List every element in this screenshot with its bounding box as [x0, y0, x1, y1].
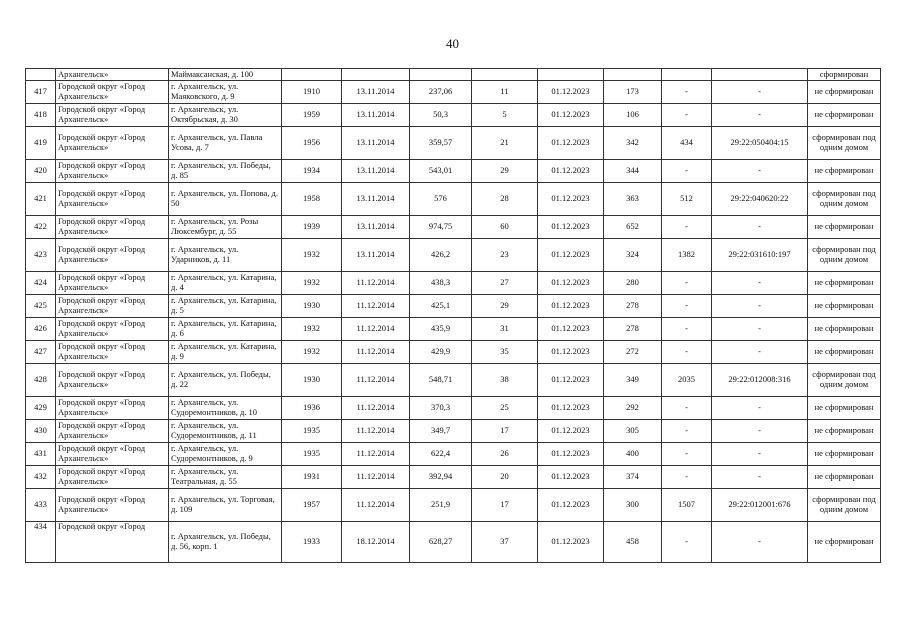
- cell-residents: 31: [472, 318, 538, 341]
- table-row: [26, 127, 881, 160]
- cell-count: 458: [604, 522, 662, 563]
- table-row: [26, 489, 881, 522]
- cell-land-area: -: [662, 160, 712, 183]
- cell-address: г. Архангельск, ул. Катарина, д. 6: [169, 318, 282, 341]
- cell-status: сформирован под одним домом: [808, 183, 881, 216]
- cell-land-area: 1382: [662, 239, 712, 272]
- cell-count: 374: [604, 466, 662, 489]
- cell-land-area: 1507: [662, 489, 712, 522]
- cell-year: 1939: [282, 216, 342, 239]
- cell-number: 417: [26, 81, 56, 104]
- cell-land-area: -: [662, 318, 712, 341]
- cell-municipality: Городской округ «Город Архангельск»: [56, 216, 169, 239]
- cell-count: 305: [604, 420, 662, 443]
- cell-year: 1931: [282, 466, 342, 489]
- cell-year: 1932: [282, 341, 342, 364]
- cell-municipality: Городской округ «Город Архангельск»: [56, 272, 169, 295]
- cell-status: не сформирован: [808, 443, 881, 466]
- cell-area: 359,57: [410, 127, 472, 160]
- cell-date: 11.12.2014: [342, 420, 410, 443]
- cell-municipality: Городской округ «Город Архангельск»: [56, 104, 169, 127]
- table-row: [26, 216, 881, 239]
- cell-plan-date: 01.12.2023: [538, 160, 604, 183]
- cell-number: 421: [26, 183, 56, 216]
- cell-area: 426,2: [410, 239, 472, 272]
- cell-address: г. Архангельск, ул. Судоремонтников, д. 10: [169, 397, 282, 420]
- cell-plan-date: 01.12.2023: [538, 466, 604, 489]
- cell-land-area: -: [662, 341, 712, 364]
- cell-municipality: Городской округ «Город Архангельск»: [56, 443, 169, 466]
- cell-cadastral: -: [712, 81, 808, 104]
- cell-municipality: Городской округ «Город Архангельск»: [56, 81, 169, 104]
- cell-cadastral: 29:22:050404:15: [712, 127, 808, 160]
- cell-plan-date: 01.12.2023: [538, 420, 604, 443]
- cell-date: 11.12.2014: [342, 341, 410, 364]
- cell-area: 974,75: [410, 216, 472, 239]
- cell-year: 1933: [282, 522, 342, 563]
- cell-status: не сформирован: [808, 341, 881, 364]
- cell-date: 11.12.2014: [342, 318, 410, 341]
- cell-date: 13.11.2014: [342, 104, 410, 127]
- cell-number: 420: [26, 160, 56, 183]
- cell-area: 628,27: [410, 522, 472, 563]
- cell-status: не сформирован: [808, 397, 881, 420]
- cell-date: 13.11.2014: [342, 81, 410, 104]
- cell-status: не сформирован: [808, 420, 881, 443]
- cell-residents: 60: [472, 216, 538, 239]
- table-row: [26, 466, 881, 489]
- cell-status: сформирован под одним домом: [808, 489, 881, 522]
- cell-count: 344: [604, 160, 662, 183]
- cell-area: 251,9: [410, 489, 472, 522]
- cell-municipality: Архангельск»: [56, 69, 169, 81]
- table-row: [26, 364, 881, 397]
- cell-plan-date: 01.12.2023: [538, 522, 604, 563]
- table-row: [26, 522, 881, 563]
- cell-area: 237,06: [410, 81, 472, 104]
- cell-count: [604, 69, 662, 81]
- cell-area: 622,4: [410, 443, 472, 466]
- cell-cadastral: -: [712, 295, 808, 318]
- cell-residents: 11: [472, 81, 538, 104]
- cell-cadastral: -: [712, 160, 808, 183]
- cell-plan-date: 01.12.2023: [538, 183, 604, 216]
- cell-plan-date: 01.12.2023: [538, 397, 604, 420]
- cell-cadastral: [712, 69, 808, 81]
- cell-date: 11.12.2014: [342, 364, 410, 397]
- cell-residents: 35: [472, 341, 538, 364]
- cell-land-area: -: [662, 522, 712, 563]
- cell-plan-date: 01.12.2023: [538, 295, 604, 318]
- cell-count: 363: [604, 183, 662, 216]
- cell-land-area: 434: [662, 127, 712, 160]
- cell-status: не сформирован: [808, 81, 881, 104]
- cell-land-area: [662, 69, 712, 81]
- cell-year: [282, 69, 342, 81]
- cell-plan-date: 01.12.2023: [538, 216, 604, 239]
- table-row: [26, 318, 881, 341]
- cell-year: 1957: [282, 489, 342, 522]
- cell-status: не сформирован: [808, 466, 881, 489]
- cell-area: 425,1: [410, 295, 472, 318]
- cell-number: 419: [26, 127, 56, 160]
- cell-count: 400: [604, 443, 662, 466]
- cell-date: 11.12.2014: [342, 272, 410, 295]
- cell-cadastral: 29:22:040620:22: [712, 183, 808, 216]
- cell-address: г. Архангельск, ул. Катарина, д. 4: [169, 272, 282, 295]
- cell-count: 280: [604, 272, 662, 295]
- cell-number: 426: [26, 318, 56, 341]
- cell-date: 11.12.2014: [342, 489, 410, 522]
- table-row: [26, 420, 881, 443]
- cell-residents: 21: [472, 127, 538, 160]
- cell-number: 434: [26, 522, 56, 563]
- cell-residents: 23: [472, 239, 538, 272]
- cell-residents: 29: [472, 295, 538, 318]
- cell-land-area: -: [662, 272, 712, 295]
- cell-year: 1932: [282, 239, 342, 272]
- cell-count: 652: [604, 216, 662, 239]
- cell-number: 428: [26, 364, 56, 397]
- cell-number: 424: [26, 272, 56, 295]
- cell-municipality: Городской округ «Город Архангельск»: [56, 364, 169, 397]
- cell-count: 349: [604, 364, 662, 397]
- cell-date: 11.12.2014: [342, 466, 410, 489]
- cell-cadastral: -: [712, 341, 808, 364]
- table-row-continued: [26, 69, 881, 81]
- housing-registry-table: [25, 68, 881, 563]
- cell-address: г. Архангельск, ул. Октябрьская, д. 30: [169, 104, 282, 127]
- cell-cadastral: -: [712, 420, 808, 443]
- cell-count: 324: [604, 239, 662, 272]
- cell-address: г. Архангельск, ул. Победы, д. 85: [169, 160, 282, 183]
- cell-count: 106: [604, 104, 662, 127]
- cell-address: г. Архангельск, ул. Розы Люксембург, д. 55: [169, 216, 282, 239]
- cell-status: не сформирован: [808, 522, 881, 563]
- cell-number: 431: [26, 443, 56, 466]
- cell-number: 430: [26, 420, 56, 443]
- table-row: [26, 295, 881, 318]
- cell-number: 429: [26, 397, 56, 420]
- cell-municipality: Городской округ «Город Архангельск»: [56, 183, 169, 216]
- cell-land-area: -: [662, 104, 712, 127]
- cell-date: 18.12.2014: [342, 522, 410, 563]
- cell-count: 278: [604, 318, 662, 341]
- cell-number: [26, 69, 56, 81]
- cell-status: сформирован под одним домом: [808, 127, 881, 160]
- cell-status: сформирован под одним домом: [808, 364, 881, 397]
- cell-year: 1910: [282, 81, 342, 104]
- cell-address: г. Архангельск, ул. Судоремонтников, д. 9: [169, 443, 282, 466]
- cell-status: не сформирован: [808, 160, 881, 183]
- cell-status: не сформирован: [808, 295, 881, 318]
- cell-municipality: Городской округ «Город Архангельск»: [56, 318, 169, 341]
- cell-date: 13.11.2014: [342, 160, 410, 183]
- cell-cadastral: 29:22:031610:197: [712, 239, 808, 272]
- cell-year: 1958: [282, 183, 342, 216]
- cell-address: г. Архангельск, ул. Катарина, д. 9: [169, 341, 282, 364]
- cell-municipality: Городской округ «Город Архангельск»: [56, 127, 169, 160]
- cell-residents: [472, 69, 538, 81]
- cell-residents: 37: [472, 522, 538, 563]
- cell-residents: 28: [472, 183, 538, 216]
- cell-address: г. Архангельск, ул. Ударников, д. 11: [169, 239, 282, 272]
- cell-status: не сформирован: [808, 272, 881, 295]
- cell-cadastral: -: [712, 443, 808, 466]
- cell-municipality: Городской округ «Город Архангельск»: [56, 466, 169, 489]
- cell-year: 1932: [282, 318, 342, 341]
- cell-address: г. Архангельск, ул. Павла Усова, д. 7: [169, 127, 282, 160]
- cell-plan-date: 01.12.2023: [538, 104, 604, 127]
- cell-area: 435,9: [410, 318, 472, 341]
- cell-status: сформирован под одним домом: [808, 239, 881, 272]
- cell-land-area: -: [662, 420, 712, 443]
- cell-count: 278: [604, 295, 662, 318]
- cell-year: 1935: [282, 443, 342, 466]
- cell-plan-date: 01.12.2023: [538, 272, 604, 295]
- cell-status: не сформирован: [808, 104, 881, 127]
- cell-count: 173: [604, 81, 662, 104]
- cell-date: 13.11.2014: [342, 183, 410, 216]
- cell-residents: 5: [472, 104, 538, 127]
- table-row: [26, 341, 881, 364]
- cell-count: 292: [604, 397, 662, 420]
- cell-year: 1959: [282, 104, 342, 127]
- cell-residents: 29: [472, 160, 538, 183]
- cell-number: 425: [26, 295, 56, 318]
- cell-municipality: Городской округ «Город Архангельск»: [56, 420, 169, 443]
- cell-municipality: Городской округ «Город Архангельск»: [56, 239, 169, 272]
- cell-cadastral: -: [712, 397, 808, 420]
- page-number: 40: [446, 36, 459, 51]
- cell-residents: 17: [472, 420, 538, 443]
- cell-address: г. Архангельск, ул. Театральная, д. 55: [169, 466, 282, 489]
- cell-area: 438,3: [410, 272, 472, 295]
- cell-date: 13.11.2014: [342, 216, 410, 239]
- cell-residents: 38: [472, 364, 538, 397]
- cell-year: 1936: [282, 397, 342, 420]
- cell-year: 1935: [282, 420, 342, 443]
- cell-number: 422: [26, 216, 56, 239]
- cell-area: 548,71: [410, 364, 472, 397]
- cell-municipality: Городской округ «Город Архангельск»: [56, 341, 169, 364]
- cell-number: 432: [26, 466, 56, 489]
- cell-address: г. Архангельск, ул. Победы, д. 56, корп. 1: [169, 522, 282, 563]
- cell-land-area: -: [662, 397, 712, 420]
- cell-number: 418: [26, 104, 56, 127]
- cell-number: 427: [26, 341, 56, 364]
- cell-area: 576: [410, 183, 472, 216]
- cell-area: 50,3: [410, 104, 472, 127]
- cell-municipality: Городской округ «Город Архангельск»: [56, 489, 169, 522]
- cell-residents: 25: [472, 397, 538, 420]
- cell-cadastral: -: [712, 522, 808, 563]
- cell-date: 13.11.2014: [342, 127, 410, 160]
- cell-plan-date: 01.12.2023: [538, 239, 604, 272]
- cell-municipality: Городской округ «Город Архангельск»: [56, 397, 169, 420]
- cell-residents: 17: [472, 489, 538, 522]
- table-row: [26, 160, 881, 183]
- cell-cadastral: 29:22:012008:316: [712, 364, 808, 397]
- cell-address: г. Архангельск, ул. Попова, д. 50: [169, 183, 282, 216]
- cell-land-area: -: [662, 443, 712, 466]
- cell-count: 300: [604, 489, 662, 522]
- cell-address: г. Архангельск, ул. Катарина, д. 5: [169, 295, 282, 318]
- cell-year: 1934: [282, 160, 342, 183]
- cell-count: 342: [604, 127, 662, 160]
- cell-area: 429,9: [410, 341, 472, 364]
- cell-area: 392,94: [410, 466, 472, 489]
- cell-date: 11.12.2014: [342, 397, 410, 420]
- cell-municipality: Городской округ «Город Архангельск»: [56, 160, 169, 183]
- cell-date: 11.12.2014: [342, 295, 410, 318]
- cell-residents: 20: [472, 466, 538, 489]
- cell-status: не сформирован: [808, 318, 881, 341]
- cell-year: 1932: [282, 272, 342, 295]
- cell-land-area: -: [662, 466, 712, 489]
- cell-residents: 27: [472, 272, 538, 295]
- table-row: [26, 397, 881, 420]
- cell-year: 1930: [282, 295, 342, 318]
- cell-plan-date: 01.12.2023: [538, 341, 604, 364]
- cell-area: 370,3: [410, 397, 472, 420]
- cell-date: 11.12.2014: [342, 443, 410, 466]
- cell-land-area: 2035: [662, 364, 712, 397]
- cell-cadastral: -: [712, 318, 808, 341]
- cell-date: 13.11.2014: [342, 239, 410, 272]
- cell-plan-date: 01.12.2023: [538, 489, 604, 522]
- cell-address: Маймаксанская, д. 100: [169, 69, 282, 81]
- table-row: [26, 239, 881, 272]
- cell-residents: 26: [472, 443, 538, 466]
- cell-number: 423: [26, 239, 56, 272]
- cell-number: 433: [26, 489, 56, 522]
- cell-cadastral: 29:22:012001:676: [712, 489, 808, 522]
- cell-status: сформирован: [808, 69, 881, 81]
- cell-land-area: 512: [662, 183, 712, 216]
- cell-plan-date: 01.12.2023: [538, 364, 604, 397]
- cell-year: 1956: [282, 127, 342, 160]
- cell-cadastral: -: [712, 466, 808, 489]
- cell-cadastral: -: [712, 104, 808, 127]
- cell-cadastral: -: [712, 216, 808, 239]
- cell-year: 1930: [282, 364, 342, 397]
- table-row: [26, 443, 881, 466]
- table-row: [26, 183, 881, 216]
- cell-address: г. Архангельск, ул. Победы, д. 22: [169, 364, 282, 397]
- cell-plan-date: 01.12.2023: [538, 81, 604, 104]
- cell-area: 349,7: [410, 420, 472, 443]
- table-row: [26, 104, 881, 127]
- cell-address: г. Архангельск, ул. Судоремонтников, д. 11: [169, 420, 282, 443]
- cell-land-area: -: [662, 295, 712, 318]
- cell-plan-date: 01.12.2023: [538, 318, 604, 341]
- cell-count: 272: [604, 341, 662, 364]
- cell-municipality: Городской округ «Город Архангельск»: [56, 295, 169, 318]
- cell-plan-date: [538, 69, 604, 81]
- cell-land-area: -: [662, 216, 712, 239]
- cell-land-area: -: [662, 81, 712, 104]
- cell-status: не сформирован: [808, 216, 881, 239]
- table-body: [26, 69, 881, 563]
- cell-date: [342, 69, 410, 81]
- cell-area: [410, 69, 472, 81]
- cell-municipality: Городской округ «Город: [56, 522, 169, 563]
- cell-address: г. Архангельск, ул. Торговая, д. 109: [169, 489, 282, 522]
- cell-area: 543,01: [410, 160, 472, 183]
- cell-address: г. Архангельск, ул. Маяковского, д. 9: [169, 81, 282, 104]
- cell-plan-date: 01.12.2023: [538, 443, 604, 466]
- table-row: [26, 81, 881, 104]
- table-row: [26, 272, 881, 295]
- cell-cadastral: -: [712, 272, 808, 295]
- cell-plan-date: 01.12.2023: [538, 127, 604, 160]
